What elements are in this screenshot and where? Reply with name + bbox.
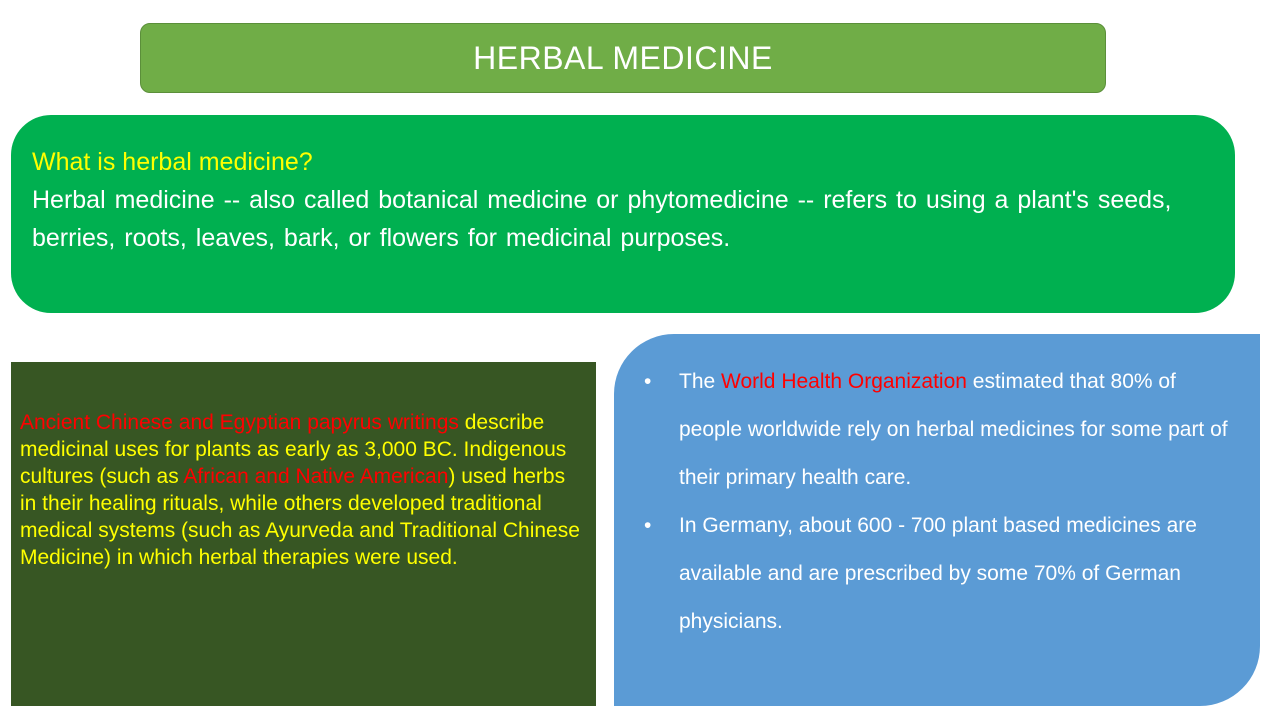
history-text-segment: ) used herbs in their healing rituals, while others developed traditional medical systems (such as Ayurveda and Traditional Chinese Medicine) in which herbal therapies were used. xyxy=(20,465,580,569)
stats-text-segment: In Germany, about 600 - 700 plant based medicines are available and are prescribed by some 70% of German physicians. xyxy=(679,514,1197,633)
history-highlight-cultures: African and Native American xyxy=(183,465,449,488)
history-text-segment: describe medicinal uses for plants as early as 3,000 BC. Indigenous cultures (such as xyxy=(20,411,567,488)
title-banner xyxy=(140,23,1106,93)
page-title: HERBAL MEDICINE xyxy=(473,39,773,76)
who-highlight: World Health Organization xyxy=(721,370,967,393)
list-item xyxy=(642,358,1240,502)
stats-text-segment: The xyxy=(679,370,722,393)
definition-question: What is herbal medicine? xyxy=(32,148,313,176)
history-text xyxy=(20,409,586,571)
bullet-icon: • xyxy=(644,370,652,393)
history-highlight-writings: Ancient Chinese and Egyptian papyrus writings xyxy=(20,411,459,434)
stats-text-segment: estimated that 80% of people worldwide rely on herbal medicines for some part of their primary health care. xyxy=(679,370,1228,489)
history-panel xyxy=(11,362,596,706)
definition-body: Herbal medicine -- also called botanical medicine or phytomedicine -- refers to using a plant's seeds, berries, roots, leaves, bark, or flowers for medicinal purposes. xyxy=(32,186,1172,252)
stats-list xyxy=(642,358,1240,646)
definition-panel xyxy=(11,115,1235,313)
stats-panel xyxy=(614,334,1260,706)
bullet-icon: • xyxy=(644,514,652,537)
list-item xyxy=(642,502,1240,646)
